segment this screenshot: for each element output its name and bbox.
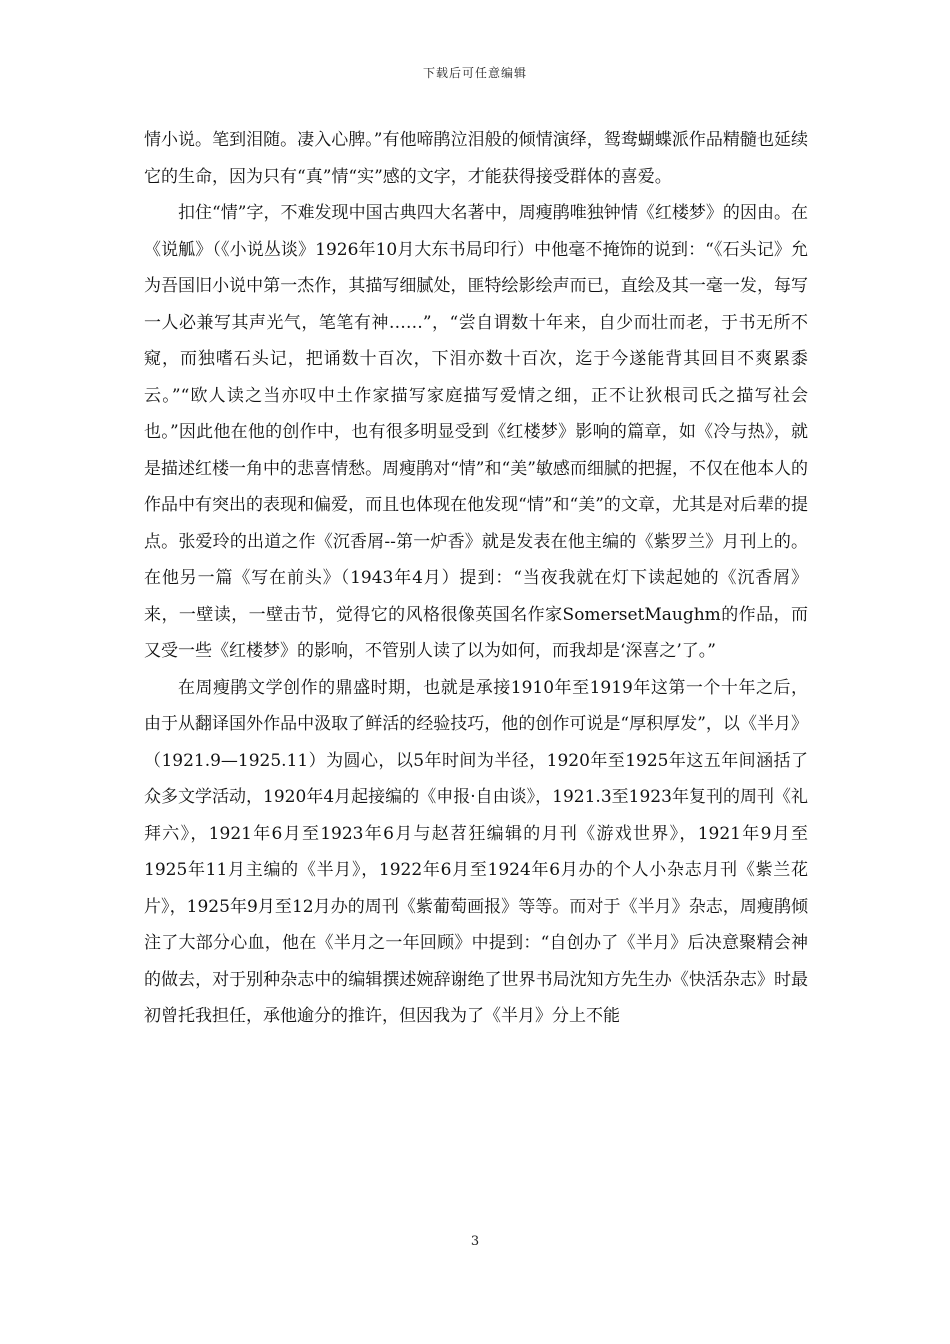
page-number: 3	[470, 1234, 480, 1249]
paragraph-3: 在周瘦鹃文学创作的鼎盛时期，也就是承接1910年至1919年这第一个十年之后，由于从翻译国外作品中汲取了鲜活的经验技巧，他的创作可说是“厚积厚发”，以《半月》（1921.9—1925.11）为圆心，以5年时间为半径，1920年至1925年这五年间涵括了众多文学活动，1920年4月起接编的《申报·自由谈》，1921.3至1923年复刊的周刊《礼拜六》，1921年6月至1923年6月与赵苕狂编辑的月刊《游戏世界》，1921年9月至1925年11月主编的《半月》，1922年6月至1924年6月办的个人小杂志月刊《紫兰花片》，1925年9月至12月办的周刊《紫葡萄画报》等等。而对于《半月》杂志，周瘦鹃倾注了大部分心血，他在《半月之一年回顾》中提到：“自创办了《半月》后决意聚精会神的做去，对于别种杂志中的编辑撰述婉辞谢绝了世界书局沈知方先生办《快活杂志》时最初曾托我担任，承他逾分的推许，但因我为了《半月》分上不能	[144, 677, 808, 1026]
paragraph-1: 情小说。笔到泪随。凄入心脾。”有他啼鹃泣泪般的倾情演绎，鸳鸯蝴蝶派作品精髓也延续它的生命，因为只有“真”情“实”感的文字，才能获得接受群体的喜爱。	[144, 130, 808, 187]
paragraph-2: 扣住“情”字，不难发现中国古典四大名著中，周瘦鹃唯独钟情《红楼梦》的因由。在《说觚》（《小说丛谈》1926年10月大东书局印行）中他毫不掩饰的说到：“《石头记》允为吾国旧小说中第一杰作，其描写细腻处，匪特绘影绘声而已，直绘及其一毫一发，每写一人必兼写其声光气，笔笔有神……”，“尝自谓数十年来，自少而壮而老，于书无所不窥，而独嗜石头记，把诵数十百次，下泪亦数十百次，迄于今遂能背其回目不爽累黍云。”“欧人读之当亦叹中土作家描写家庭描写爱情之细，正不让狄根司氏之描写社会也。”因此他在他的创作中，也有很多明显受到《红楼梦》影响的篇章，如《冷与热》，就是描述红楼一角中的悲喜情愁。周瘦鹃对“情”和“美”敏感而细腻的把握，不仅在他本人的作品中有突出的表现和偏爱，而且也体现在他发现“情”和“美”的文章，尤其是对后辈的提点。张爱玲的出道之作《沉香屑--第一炉香》就是发表在他主编的《紫罗兰》月刊上的。在他另一篇《写在前头》（1943年4月）提到：“当夜我就在灯下读起她的《沉香屑》来，一壁读，一壁击节，觉得它的风格很像英国名作家SomersetMaughm的作品，而又受一些《红楼梦》的影响，不管别人读了以为如何，而我却是‘深喜之’了。”	[144, 203, 808, 661]
document-body	[144, 122, 808, 1035]
page-header: 下载后可任意编辑	[422, 66, 527, 80]
